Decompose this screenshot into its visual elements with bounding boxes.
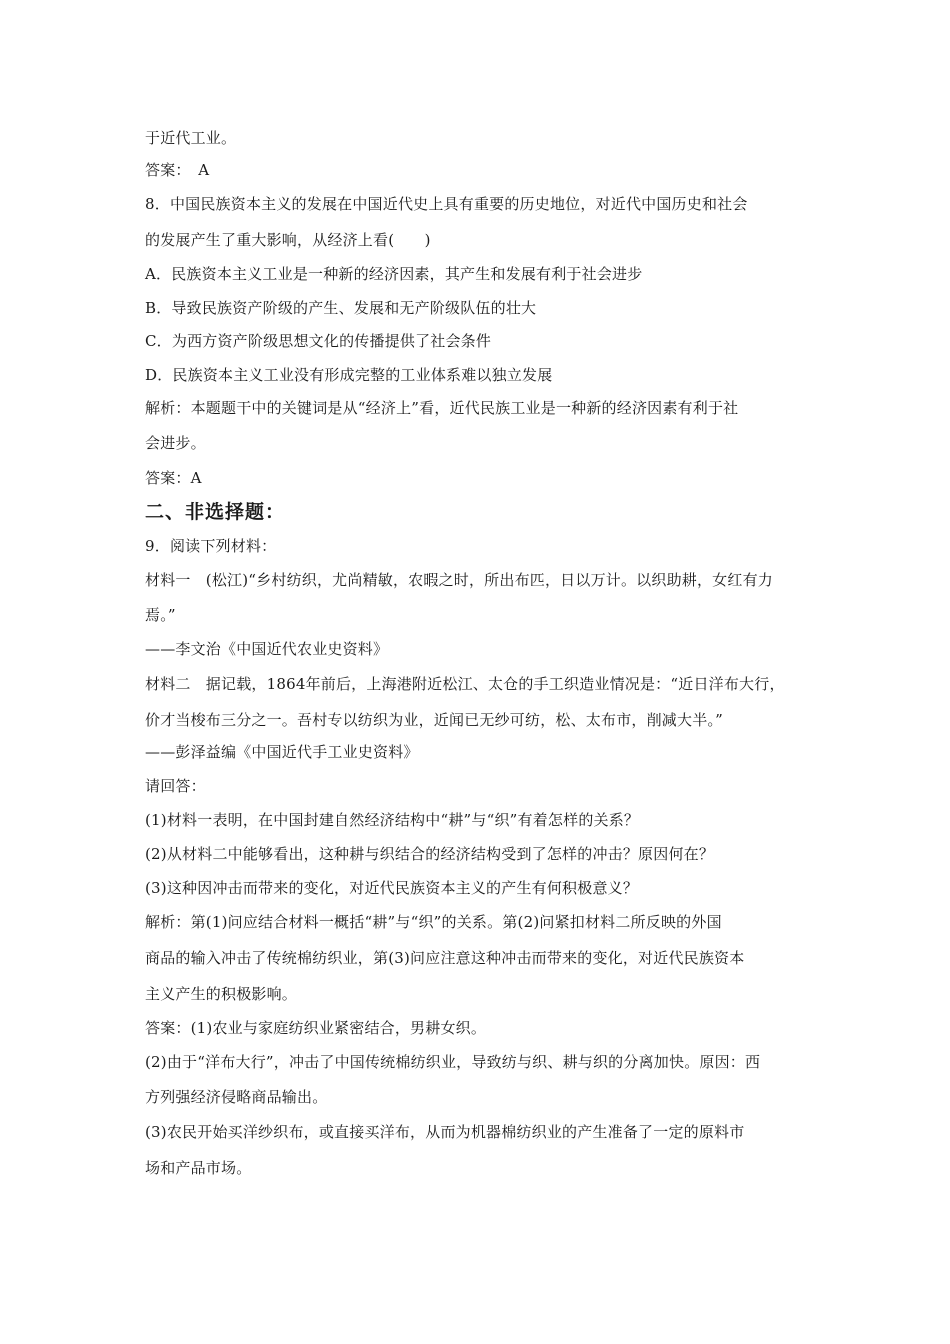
q9-analysis-line2: 商品的输入冲击了传统棉纺织业，第(3)问应注意这种冲击而带来的变化，对近代民族资本	[145, 949, 745, 967]
q9-material1-line2: 焉。”	[145, 606, 176, 624]
q8-analysis-line2: 会进步。	[145, 434, 206, 452]
q9-answer-line1: 答案：(1)农业与家庭纺织业紧密结合，男耕女织。	[145, 1019, 487, 1037]
q8-analysis-line1: 解析：本题题干中的关键词是从“经济上”看，近代民族工业是一种新的经济因素有利于社	[145, 399, 739, 417]
q9-answer-line5: 场和产品市场。	[145, 1159, 252, 1177]
q9-answer-line3: 方列强经济侵略商品输出。	[145, 1088, 328, 1106]
q9-material2-source: ——彭泽益编《中国近代手工业史资料》	[145, 743, 419, 761]
q9-answer-line2: (2)由于“洋布大行”，冲击了中国传统棉纺织业，导致纺与织、耕与织的分离加快。原因：西	[145, 1053, 761, 1071]
q8-option-d: D．民族资本主义工业没有形成完整的工业体系难以独立发展	[145, 366, 553, 384]
q7-answer: 答案： A	[145, 161, 210, 179]
q9-question-3: (3)这种因冲击而带来的变化，对近代民族资本主义的产生有何积极意义？	[145, 879, 639, 897]
q9-analysis-line1: 解析：第(1)问应结合材料一概括“耕”与“织”的关系。第(2)问紧扣材料二所反映的外国	[145, 913, 722, 931]
q9-analysis-line3: 主义产生的积极影响。	[145, 985, 298, 1003]
q9-question-1: (1)材料一表明，在中国封建自然经济结构中“耕”与“织”有着怎样的关系？	[145, 811, 640, 829]
q9-material1-line1: 材料一 (松江)“乡村纺织，尤尚精敏，农暇之时，所出布匹，日以万计。以织助耕，女红有力	[145, 571, 773, 589]
q9-material2-line1: 材料二 据记载，1864年前后，上海港附近松江、太仓的手工织造业情况是：“近日洋布大行，	[145, 675, 785, 693]
q8-option-a: A．民族资本主义工业是一种新的经济因素，其产生和发展有利于社会进步	[145, 265, 643, 283]
q9-material2-line2: 价才当梭布三分之一。吾村专以纺织为业，近闻已无纱可纺，松、太布市，削减大半。”	[145, 711, 723, 729]
q7-continuation: 于近代工业。	[145, 129, 237, 147]
q8-stem-line2: 的发展产生了重大影响，从经济上看( )	[145, 231, 431, 249]
q9-answer-line4: (3)农民开始买洋纱织布，或直接买洋布，从而为机器棉纺织业的产生准备了一定的原料市	[145, 1123, 745, 1141]
q9-prompt: 请回答：	[145, 777, 206, 795]
q8-option-b: B．导致民族资产阶级的产生、发展和无产阶级队伍的壮大	[145, 299, 537, 317]
q9-intro: 9．阅读下列材料：	[145, 537, 277, 555]
q8-answer: 答案：A	[145, 469, 202, 487]
q8-stem-line1: 8．中国民族资本主义的发展在中国近代史上具有重要的历史地位，对近代中国历史和社会	[145, 195, 748, 213]
section-heading: 二、非选择题：	[145, 501, 286, 523]
q9-material1-source: ——李文治《中国近代农业史资料》	[145, 640, 389, 658]
q8-option-c: C．为西方资产阶级思想文化的传播提供了社会条件	[145, 332, 492, 350]
q9-question-2: (2)从材料二中能够看出，这种耕与织结合的经济结构受到了怎样的冲击？原因何在？	[145, 845, 715, 863]
